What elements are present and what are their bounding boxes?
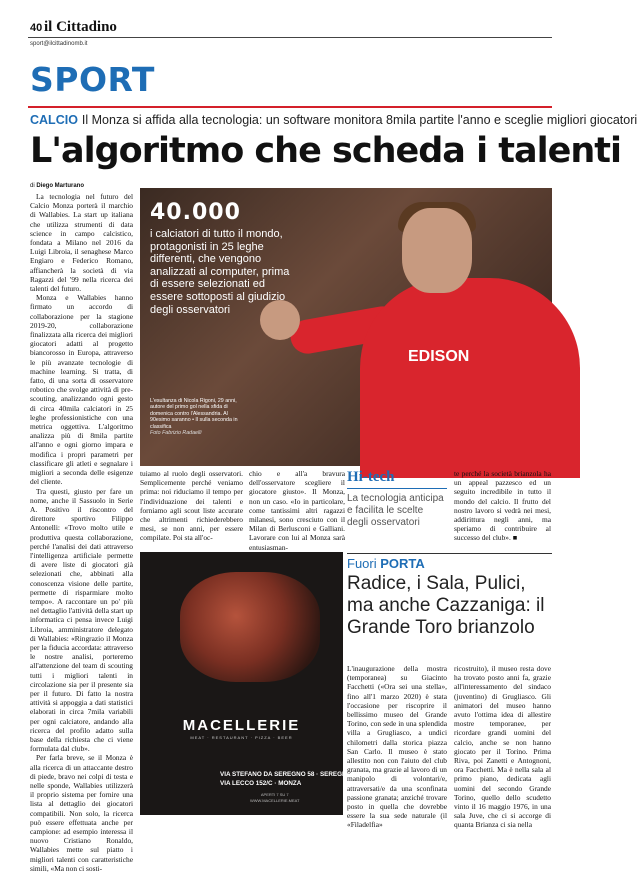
article2-headline: Radice, i Sala, Pulici, ma anche Cazzaniga: il Grande Toro brianzolo [347, 573, 545, 638]
photo-caption [150, 398, 245, 436]
paragraph: Per farla breve, se il Monza è alla ricerca di un attaccante destro di piede, bravo nei colpi di testa e nelle sponde, Wallabies utilizzerà il proprio sistema per fornire una lista al dettaglio dei giocatori compatibili. Non solo, la ricerca può essere effettuata anche per campione: ad esempio interessa il nuovo Cristiano Ronaldo, Wallabies mette sul piatto i migliori talenti con caratteristiche simili, «Ma non ci sosti- [30, 753, 133, 873]
ad-tagline: MEAT · RESTAURANT · PIZZA · BEER [190, 735, 293, 740]
article-column-3: chio e all'a bravura dell'osservatore scegliere il giocatore giusto». Il Monza, non un caso. «Io in particolare, come tantissimi altri ragazzi milanesi, sono cresciuto con il Milan di Berlusconi e Galliani. Lavorare con lui al Monza sarà entusiasman- [249, 469, 345, 552]
article2-column-2: ricostruito), il museo resta dove ha trovato posto anni fa, grazie all'interessamento del sindaco (juventino) di Grugliasco. Gli animatori del museo hanno avuto l'ottima idea di allestire mostre temporanee, per ricordare grandi uomini del calcio, anche se non hanno giocato per il Torino. Prima Riva, poi Zanetti e Antognoni, ora Facchetti. Ma è nella sala al primo piano, dedicata agli uomini del secondo Grande Torino, quello dello scudetto vinto il 16 maggio 1976, in una sala Juve, che ci si accorge di quanta Brianza ci sia nella [454, 664, 551, 830]
photo-head [402, 208, 472, 293]
section-rule [28, 106, 552, 108]
kicker-text: Il Monza si affida alla tecnologia: un software monitora 8mila partite l'anno e sceglie migliori giocatori [81, 113, 637, 127]
header-divider [28, 37, 552, 38]
column-label-prefix: Fuori [347, 556, 377, 571]
photo-credit: Foto Fabrizio Radaelli [150, 430, 202, 437]
column-label [347, 556, 425, 571]
kicker [30, 113, 637, 127]
hitech-box [347, 469, 447, 541]
headline: L'algoritmo che scheda i talenti [30, 131, 622, 171]
paragraph: La tecnologia nel futuro del Calcio Monza porterà il marchio di Wallabies. La start up italiana che utilizza strumenti di data science in campo calcistico, fondata a Milano nel 2016 da Luigi Libroia, il senaghese Marco Engiaro e Federico Romano, affiancherà la società di via Ragazzi del '99 nella ricerca dei talenti del futuro. [30, 192, 133, 294]
stat-description: i calciatori di tutto il mondo, protagonisti in 25 leghe differenti, che vengono analizzati al computer, prima di essere selezionati ed essere sottoposti al giudizio degli osservatori [150, 228, 290, 316]
ad-address-1: VIA STEFANO DA SEREGNO 58 · SEREGNO [220, 771, 352, 778]
ad-website: WWW.MACELLERIE.MEAT [250, 797, 300, 803]
caption-text: L'esultanza di Nicola Rigoni, 29 anni, autore del primo gol nella sfida di domenica contro l'Alessandria. Al 90esimo saranno • Il sulla seconda in classifica [150, 398, 238, 430]
steak-image [180, 572, 320, 682]
article-column-2: tuiamo al ruolo degli osservatori. Semplicemente perché veniamo prima: noi riduciamo il tempo per l'individuazione dei talenti e forniamo agli scout liste accurate che altrimenti richiederebbero mesi, se non anni, per essere compilate. Poi sta all'oc- [140, 469, 243, 543]
newspaper-logo: il Cittadino [44, 19, 117, 35]
article2-column-1: L'inaugurazione della mostra (temporanea) su Giacinto Facchetti («Ora sei una stella», fino all'1 marzo 2020) è stata l'occasione per riscoprire il bellissimo museo del Grande Torino, con sede in una splendida villa a Grugliasco, a undici chilometri dalla storica piazza San Carlo. Il museo è stato allestito non con l'aiuto del club granata, ma grazie al lavoro di un manipolo di volontari/e, attraversati/e da una sconfinata passione granata; anziché trovare posto in quella che dovrebbe essere la sua sede naturale (il «Filadelfia» [347, 664, 447, 830]
byline-author: Diego Marturano [36, 183, 85, 189]
ad-brand: MACELLERIE [182, 717, 301, 734]
ad-footer [250, 792, 299, 803]
article-column-1 [30, 192, 133, 873]
ad-hours: APERTI 7 SU 7 [260, 792, 289, 797]
ad-addresses [220, 770, 351, 788]
section-email: sport@ilcittadinomb.it [30, 41, 88, 47]
photo-jersey [360, 278, 580, 478]
column-label-bold: PORTA [380, 556, 425, 571]
jersey-sponsor: EDISON [408, 348, 470, 365]
hitech-divider [347, 488, 447, 489]
fuori-divider [347, 553, 552, 554]
ad-address-2: VIA LECCO 152/C · MONZA [220, 780, 302, 787]
hitech-title: Hi-tech [347, 469, 395, 485]
page-number: 40 [30, 22, 43, 34]
paragraph: Monza e Wallabies hanno firmato un accordo di collaborazione per la stagione 2019-20, collaborazione finalizzata alla ricerca dei migliori giocatori adatti al progetto biancorosso in Europa, attraverso le più avanzate tecnologie di machine learning. Si tratta, di fatto, di una sorta di osservatore robotico che svolge attività di pre-scouting, analizzando ogni gesto di circa 40mila calciatori in 25 leghe professionistiche con una metrica oggettiva. L'algoritmo analizza più di 8mila partite all'anno e ogni giorno impara e modifica i propri parametri per classificare gli atleti e segnalare i migliori a seconda delle esigenze del cliente. [30, 293, 133, 487]
hitech-subtitle: La tecnologia anticipa e facilita le scelte degli osservatori [347, 493, 444, 528]
stat-number: 40.000 [150, 200, 241, 225]
paragraph: Tra questi, giusto per fare un nome, anche il Sassuolo in Serie A. Positivo il riscontro del direttore sportivo Filippo Antonelli: «Trovo molto utile e produttiva questa collaborazione, perché l'analisi dei dati attraverso l'intelligenza artificiale permette di avere liste di giocatori già selezionati che, abbinati alla conoscenza visione delle partite, permette di risparmiare molto tempo». A raccontare un po' più nel dettaglio l'attività della start up informatica ci pensa invece Luigi Libroia, amministratore delegato di Wallabies: «Ringrazio il Monza per la fiducia accordata: attraverso le nostre analisi, porteremo all'attenzione del team di scouting tutti i migliori talenti in circolazione sia per il presente sia per il futuro. Di fatto la nostra attività si appoggia a dati statistici elaborati in circa 7mila variabili per ogni calciatore, andando alla ricerca del profilo adatto sulla base della richiesta che ci viene formulata dal club». [30, 486, 133, 754]
article-column-4: te perché la società brianzola ha un appeal pazzesco ed un seguito incredibile in tutto il mondo del calcio. Il frutto del nostro lavoro si vedrà nei mesi, addirittura negli anni, ma speriamo di contribuire al successo del club». ■ [454, 469, 551, 543]
advertisement [140, 552, 352, 815]
byline-prefix: di [30, 183, 35, 189]
section-title: SPORT [30, 60, 155, 99]
byline [30, 183, 84, 189]
kicker-tag: CALCIO [30, 113, 78, 127]
